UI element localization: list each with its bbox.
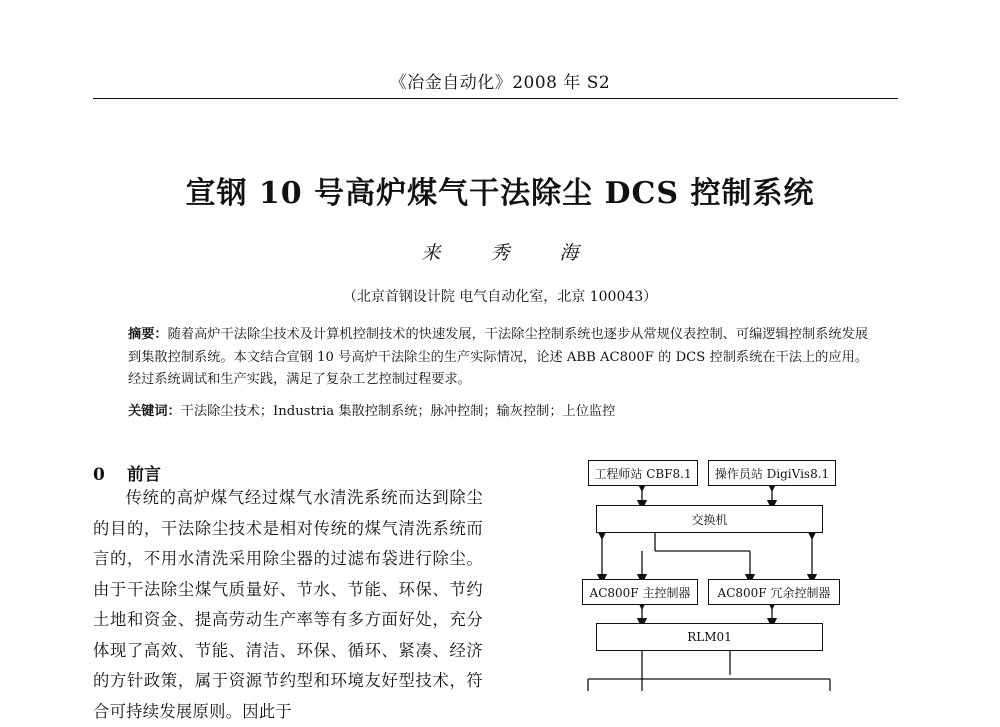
section-number: 0 bbox=[93, 465, 105, 485]
operator-station-box: 操作员站 DigiVis8.1 bbox=[708, 460, 836, 486]
author: 来 秀 海 bbox=[421, 242, 601, 264]
abstract-label: 摘要： bbox=[128, 327, 168, 342]
section-title: 前言 bbox=[127, 465, 161, 485]
header-rule bbox=[93, 98, 898, 99]
keywords-text: 干法除尘技术；Industria 集散控制系统；脉冲控制；输灰控制；上位监控 bbox=[180, 404, 616, 419]
system-architecture-diagram bbox=[580, 455, 870, 691]
redundant-controller-box: AC800F 冗余控制器 bbox=[708, 579, 840, 605]
paper-title: 宣钢 10 号高炉煤气干法除尘 DCS 控制系统 bbox=[185, 176, 815, 211]
diagram-connectors bbox=[580, 455, 870, 691]
section-heading bbox=[93, 460, 161, 485]
engineer-station-box: 工程师站 CBF8.1 bbox=[588, 460, 698, 486]
abstract-text: 随着高炉干法除尘技术及计算机控制技术的快速发展，干法除尘控制系统也逐步从常规仪表控制、可编逻辑控制系统发展到集散控制系统。本文结合宣钢 10 号高炉干法除尘的生产实际情况，论述 ABB AC800F 的 DCS 控制系统在干法上的应用。经过系统调试和生产实践，满足了复杂工艺控制过程要求。 bbox=[128, 327, 869, 387]
abstract bbox=[128, 324, 868, 392]
section-paragraph: 传统的高炉煤气经过煤气水清洗系统而达到除尘的目的，干法除尘技术是相对传统的煤气清洗系统而言的，不用水清洗采用除尘器的过滤布袋进行除尘。由于干法除尘煤气质量好、节水、节能、环保、节约土地和资金、提高劳动生产率等有多方面好处，充分体现了高效、节能、清洁、环保、循环、紧凑、经济的方针政策，属于资源节约型和环境友好型技术，符合可持续发展原则。因此于 bbox=[93, 488, 483, 721]
journal-header: 《冶金自动化》2008 年 S2 bbox=[389, 73, 611, 93]
rlm01-box: RLM01 bbox=[596, 623, 823, 651]
main-controller-box: AC800F 主控制器 bbox=[582, 579, 698, 605]
keywords-label: 关键词： bbox=[128, 404, 181, 419]
keywords bbox=[128, 401, 868, 423]
switch-box: 交换机 bbox=[596, 505, 823, 533]
affiliation: （北京首钢设计院 电气自动化室，北京 100043） bbox=[342, 289, 658, 305]
